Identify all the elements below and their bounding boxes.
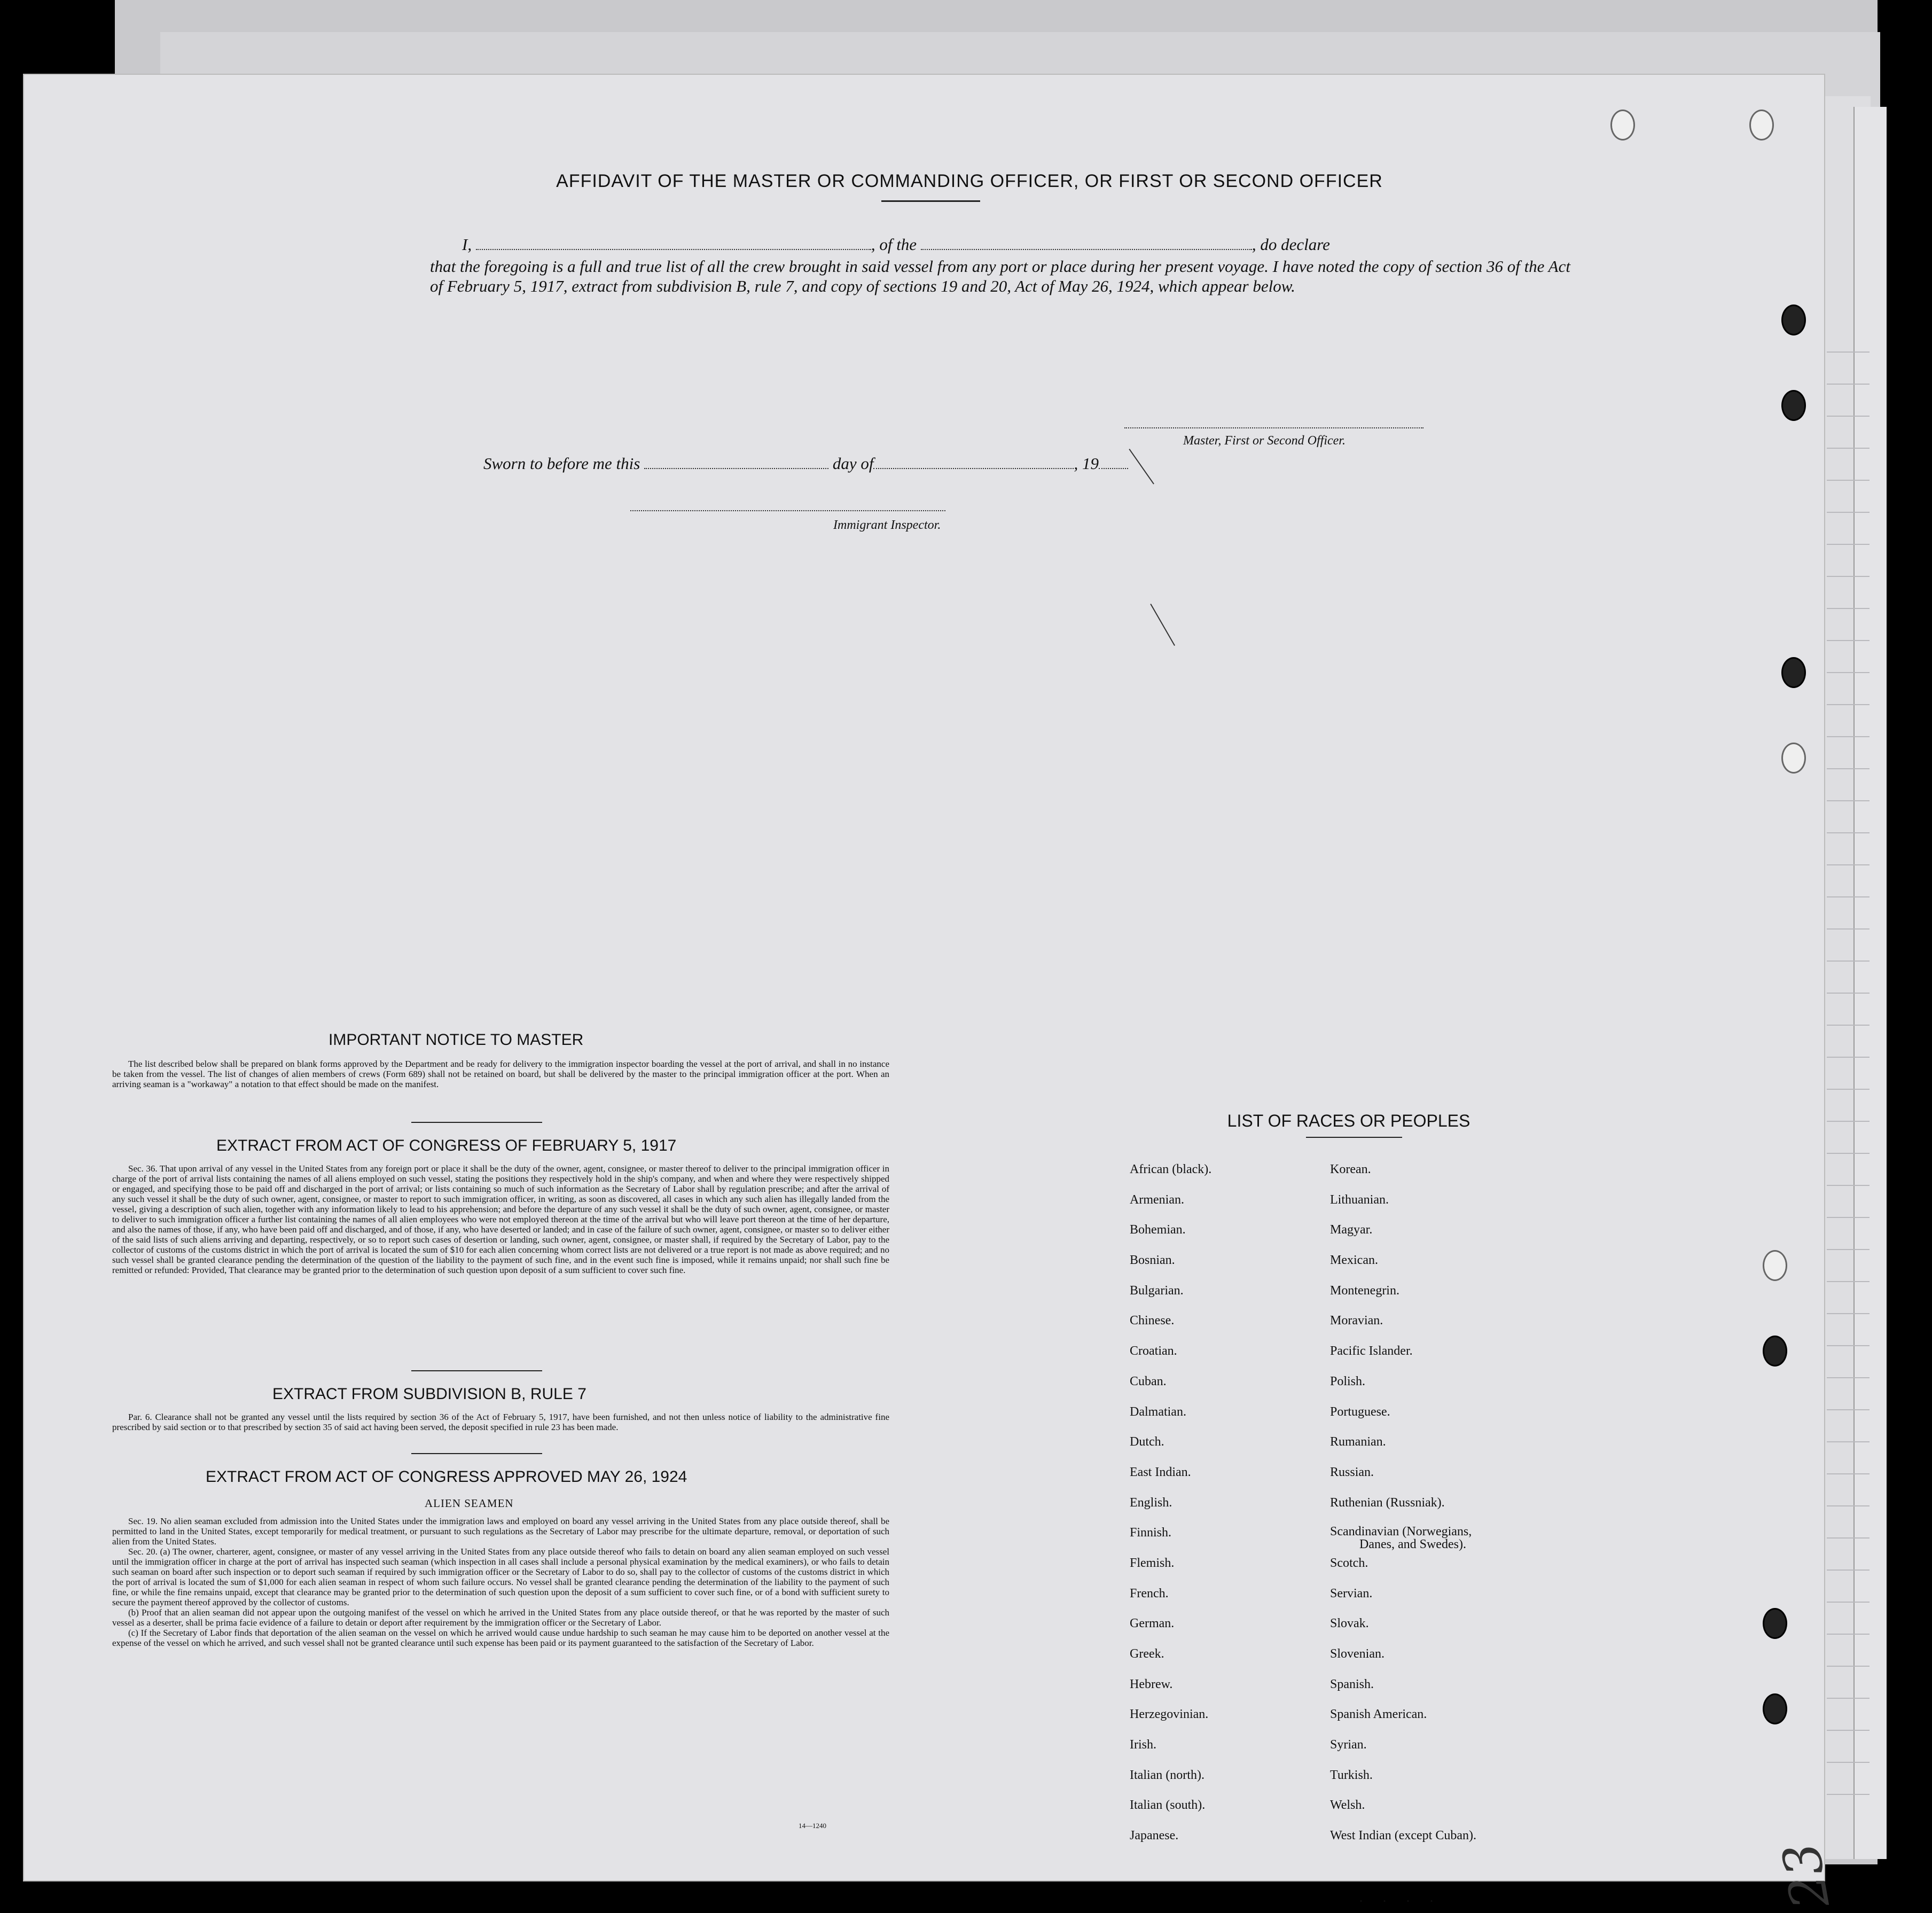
sworn-day-blank[interactable] <box>644 468 828 469</box>
sworn-line <box>483 454 1128 473</box>
race-item: Flemish. <box>1130 1556 1175 1570</box>
race-item: Slovak. <box>1330 1617 1369 1631</box>
affidavit-paragraph: that the foregoing is a full and true list of all the crew brought in said vessel from any port or place during her present voyage. I have noted the copy of section 36 of the Act of February 5, 1917, extract from subdivision B, rule 7, and copy of sections 19 and 20, Act of May 26, 1924, which appear below. <box>430 257 1570 295</box>
sec-19-paragraph: Sec. 19. No alien seaman excluded from admission into the United States under the immigration laws and employed on board any vessel arriving in the United States from any place outside thereof, shall be permitted to land in the United States, except temporarily for medical treatment, or pursuant to such regulations as the Secretary of Labor may prescribe for the ultimate departure, removal, or deportation of such alien from the United States. <box>112 1516 889 1547</box>
race-item: Spanish American. <box>1330 1707 1427 1722</box>
affidavit-title: AFFIDAVIT OF THE MASTER OR COMMANDING OFFICER, OR FIRST OR SECOND OFFICER <box>556 171 1383 191</box>
affidavit-declaration-line <box>462 235 1330 254</box>
race-item: Scotch. <box>1330 1556 1368 1570</box>
punch-hole <box>1781 304 1806 335</box>
punch-hole <box>1763 1250 1787 1281</box>
race-item: Ruthenian (Russniak). <box>1330 1495 1445 1510</box>
affidavit-i-label: I, <box>462 235 472 254</box>
punch-hole <box>1781 390 1806 421</box>
sworn-month-blank[interactable] <box>873 468 1074 469</box>
races-divider <box>1306 1137 1402 1138</box>
race-item: Cuban. <box>1130 1374 1167 1388</box>
master-signature-line[interactable] <box>1124 427 1423 428</box>
race-item: Bulgarian. <box>1130 1283 1184 1298</box>
punch-hole <box>1763 1608 1787 1639</box>
race-item-continuation: Danes, and Swedes). <box>1359 1537 1466 1552</box>
stray-mark <box>1150 604 1175 646</box>
race-item: Portuguese. <box>1330 1404 1390 1419</box>
document-page <box>24 75 1841 1913</box>
rule-7-text <box>112 1412 889 1432</box>
race-item: English. <box>1130 1495 1172 1510</box>
race-item: Russian. <box>1330 1465 1374 1479</box>
race-item: Croatian. <box>1130 1344 1177 1358</box>
race-item: Welsh. <box>1330 1798 1365 1813</box>
race-item: Italian (north). <box>1130 1768 1204 1782</box>
title-divider <box>881 200 980 202</box>
races-title: LIST OF RACES OR PEOPLES <box>1227 1111 1470 1130</box>
sworn-year-blank[interactable] <box>1099 468 1128 469</box>
race-item: Rumanian. <box>1330 1435 1386 1449</box>
race-item: Turkish. <box>1330 1768 1373 1782</box>
section-divider <box>411 1370 542 1371</box>
notice-paragraph: The list described below shall be prepared on blank forms approved by the Department and be ready for delivery to the immigration inspector boarding the vessel at the port of arrival, and shall in no instance be taken from the vessel. The list of changes of alien members of crews (Form 689) shall not be retained on board, but shall be delivered by the master to the principal immigration officer at the port. When an arriving seaman is a "workaway" a notation to that effect should be made on the manifest. <box>112 1059 889 1089</box>
master-signature-label: Master, First or Second Officer. <box>1183 434 1346 448</box>
race-item: Mexican. <box>1330 1253 1378 1268</box>
race-item: German. <box>1130 1617 1175 1631</box>
race-item: Korean. <box>1330 1162 1371 1176</box>
extract-1917-title: EXTRACT FROM ACT OF CONGRESS OF FEBRUARY 5, 1917 <box>216 1137 677 1154</box>
race-item: French. <box>1130 1586 1169 1600</box>
races-list-left <box>1130 1162 1211 1859</box>
race-item: Servian. <box>1330 1586 1373 1600</box>
name-blank[interactable] <box>476 249 871 250</box>
notice-text <box>112 1059 889 1089</box>
race-item: West Indian (except Cuban). <box>1330 1829 1476 1843</box>
race-item: Irish. <box>1130 1738 1156 1752</box>
race-item: Montenegrin. <box>1330 1283 1399 1298</box>
punch-hole <box>1610 110 1635 140</box>
race-item: Slovenian. <box>1330 1647 1385 1661</box>
inspector-label: Immigrant Inspector. <box>833 518 941 532</box>
sec-36-paragraph: Sec. 36. That upon arrival of any vessel in the United States from any foreign port or place it shall be the duty of the owner, agent, consignee, or master thereof to deliver to the principal immigration officer in charge of the port of arrival lists containing the names of all aliens employed on such vessel, stating the positions they respectively hold in the ship's company, and when and where they were respectively shipped or engaged, and specifying those to be paid off and discharged in the port of arrival; or lists containing so much of such information as the Secretary of Labor shall by regulation prescribe; and after the arrival of any such vessel it shall be the duty of such owner, agent, consignee, or master to report to such immigration officer, in writing, as soon as discovered, all cases in which any such alien has illegally landed from the vessel, giving a description of such alien, together with any information likely to lead to his apprehension; and before the departure of any such vessel it shall be the duty of such owner, agent, consignee, or master to deliver to such immigration officer a further list containing the names of all alien employees who were not employed thereon at the time of the arrival but who will leave port thereon at the time of her departure, and also the names of those, if any, who have been paid off and discharged, and of those, if any, who have deserted or landed; and in case of the failure of such owner, agent, consignee, or master so to deliver either of the said lists of such aliens arriving and departing, respectively, or so to report such cases of desertion or landing, such owner, agent, consignee, or master shall, if required by the Secretary of Labor, pay to the collector of customs of the customs district in which the port of arrival is located the sum of $10 for each alien concerning whom correct lists are not delivered or a true report is not made as above required; and no such vessel shall be granted clearance pending the determination of the question of the liability to the payment of such fine, and in the event such fine is imposed, while it remains unpaid; nor shall such fine be remitted or refunded: Provided, That clearance may be granted prior to the determination of such question upon deposit of a sum sufficient to cover such fine. <box>112 1164 889 1275</box>
race-item: Italian (south). <box>1130 1798 1206 1813</box>
punch-hole <box>1749 110 1774 140</box>
affidavit-declare-label: , do declare <box>1252 235 1330 254</box>
sworn-year: , 19 <box>1074 454 1099 473</box>
handwritten-page-number: 23 <box>1771 1838 1841 1913</box>
race-item: Herzegovinian. <box>1130 1707 1209 1722</box>
race-item: African (black). <box>1130 1162 1212 1176</box>
rule-7-paragraph: Par. 6. Clearance shall not be granted any vessel until the lists required by section 36 of the Act of February 5, 1917, have been furnished, and not then unless notice of liability to the administrative fine prescribed by said section or to that prescribed by section 35 of said act having been served, the deposit specified in rule 23 has been made. <box>112 1412 889 1432</box>
race-item: Lithuanian. <box>1330 1192 1389 1207</box>
underlying-grid <box>1827 321 1870 1816</box>
race-item: Finnish. <box>1130 1526 1172 1540</box>
race-item: Hebrew. <box>1130 1677 1173 1691</box>
race-item: Greek. <box>1130 1647 1164 1661</box>
sworn-prefix: Sworn to before me this <box>483 454 640 473</box>
race-item: Bosnian. <box>1130 1253 1175 1268</box>
race-item: Syrian. <box>1330 1738 1367 1752</box>
extract-1917-text <box>112 1164 889 1275</box>
sec-20b-paragraph: (b) Proof that an alien seaman did not appear upon the outgoing manifest of the vessel on which he arrived in the United States from any place outside thereof, or that he was reported by the master of such vessel as a deserter, shall be prima facie evidence of a failure to detain or deport after requirement by the immigration officer or the Secretary of Labor. <box>112 1607 889 1628</box>
extract-1924-text <box>112 1516 889 1648</box>
extract-1924-title: EXTRACT FROM ACT OF CONGRESS APPROVED MAY 26, 1924 <box>206 1468 687 1486</box>
races-list-right <box>1330 1162 1476 1859</box>
race-item: Japanese. <box>1130 1829 1179 1843</box>
race-item: Magyar. <box>1330 1223 1373 1237</box>
race-item: Pacific Islander. <box>1330 1344 1413 1358</box>
race-item: Moravian. <box>1330 1314 1383 1328</box>
rule-7-title: EXTRACT FROM SUBDIVISION B, RULE 7 <box>272 1385 586 1403</box>
trailing-dots: . . . . <box>1359 1891 1442 1905</box>
race-item: East Indian. <box>1130 1465 1191 1479</box>
punch-hole <box>1763 1693 1787 1724</box>
form-number: 14—1240 <box>799 1822 826 1830</box>
affidavit-of-the-label: , of the <box>871 235 917 254</box>
vessel-blank[interactable] <box>921 249 1252 250</box>
sworn-day-of: day of <box>832 454 874 473</box>
race-item: Polish. <box>1330 1374 1366 1388</box>
race-item: Scandinavian (Norwegians, Danes, and Swedes). <box>1330 1525 1472 1552</box>
race-item: Chinese. <box>1130 1314 1175 1328</box>
race-item: Dalmatian. <box>1130 1404 1186 1419</box>
stray-mark <box>1129 449 1154 485</box>
race-item: Spanish. <box>1330 1677 1374 1691</box>
punch-hole <box>1781 657 1806 688</box>
notice-title: IMPORTANT NOTICE TO MASTER <box>328 1031 584 1049</box>
punch-hole <box>1781 743 1806 774</box>
punch-hole <box>1763 1336 1787 1367</box>
section-divider <box>411 1453 542 1454</box>
race-item: Dutch. <box>1130 1435 1164 1449</box>
sec-20c-paragraph: (c) If the Secretary of Labor finds that deportation of the alien seaman on the vessel on which he arrived would cause undue hardship to such seaman he may cause him to be deported on another vessel at the expense of the vessel on which he arrived, and such vessel shall not be granted clearance until such expense has been paid or its payment guaranteed to the satisfaction of the Secretary of Labor. <box>112 1628 889 1648</box>
race-item: Armenian. <box>1130 1192 1184 1207</box>
alien-seamen-subtitle: ALIEN SEAMEN <box>425 1497 514 1510</box>
inspector-signature-line[interactable] <box>630 510 945 511</box>
sec-20a-paragraph: Sec. 20. (a) The owner, charterer, agent, consignee, or master of any vessel arriving in the United States from any place outside thereof who fails to detain on board any alien seaman employed on such vessel until the immigration officer in charge at the port of arrival has inspected such seaman (which inspection in all cases shall include a personal physical examination by the medical examiners), or who fails to detain such seaman on board after such inspection or to deport such seaman if required by such immigration officer or the Secretary of Labor to do so, shall pay to the collector of customs of the customs district in which the port of arrival is located the sum of $1,000 for each alien seaman in respect of whom such failure occurs. No vessel shall be granted clearance pending the determination of the liability to the payment of such fine, or while the fine remains unpaid, except that clearance may be granted prior to the determination of such question upon the deposit of a sum sufficient to cover such fine, or of a bond with sufficient surety to secure the payment thereof approved by the collector of customs. <box>112 1547 889 1607</box>
race-item: Bohemian. <box>1130 1223 1186 1237</box>
section-divider <box>411 1122 542 1123</box>
